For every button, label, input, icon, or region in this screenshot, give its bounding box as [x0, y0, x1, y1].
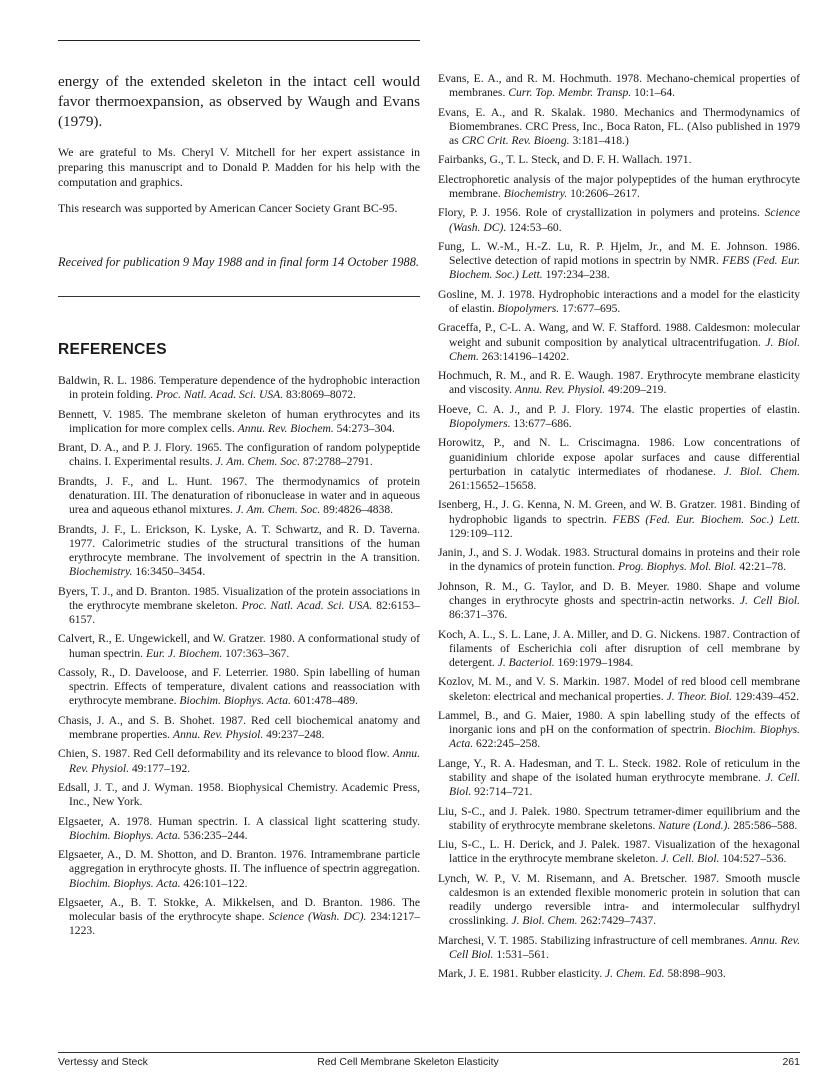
reference-entry	[58, 523, 420, 580]
reference-journal: FEBS (Fed. Eur. Biochem. Soc.) Lett.	[449, 254, 800, 282]
reference-entry	[438, 72, 800, 100]
received-note: Received for publication 9 May 1988 and in final form 14 October 1988.	[58, 255, 419, 269]
reference-journal: J. Cell. Biol.	[449, 770, 800, 799]
reference-entry	[438, 675, 800, 703]
reference-journal: J. Bacteriol.	[497, 655, 555, 669]
reference-entry	[438, 498, 800, 541]
reference-citation: 197:234–238.	[542, 268, 610, 282]
reference-text: Fung, L. W.-M., H.-Z. Lu, R. P. Hjelm, Jr., and M. E. Johnson. 1986. Selective detection of rapid motions in spectrin by NMR.	[438, 239, 800, 268]
reference-entry	[438, 288, 800, 316]
acknowledgment-paragraph: We are grateful to Ms. Cheryl V. Mitchell for her expert assistance in preparing this manuscript and to Donald P. Madden for his help with the computation and graphics.	[58, 145, 420, 189]
reference-entry	[438, 403, 800, 431]
funding-paragraph: This research was supported by American Cancer Society Grant BC-95.	[58, 201, 398, 216]
page-number: 261	[782, 1056, 800, 1068]
reference-entry	[438, 580, 800, 623]
reference-citation: 3:181–418.)	[569, 134, 629, 147]
reference-journal: J. Biol. Chem.	[449, 335, 800, 363]
reference-entry	[438, 153, 800, 167]
reference-citation: 104:527–536.	[719, 852, 787, 866]
reference-entry	[58, 747, 420, 775]
reference-citation: 536:235–244.	[180, 828, 248, 842]
reference-journal: Biopolymers.	[497, 301, 560, 315]
reference-citation: 89:4826–4838.	[320, 503, 394, 517]
reference-text: Lammel, B., and G. Maier, 1980. A spin labelling study of the effects of inorganic ions and pH on the conformation of spectrin.	[438, 708, 800, 737]
reference-entry	[438, 838, 800, 866]
reference-entry	[438, 173, 800, 201]
reference-citation: 10:2606–2617.	[567, 186, 640, 200]
reference-entry	[58, 632, 420, 660]
reference-text: Chien, S. 1987. Red Cell deformability and its relevance to blood flow.	[58, 747, 393, 761]
reference-journal: Biochim. Biophys. Acta.	[69, 828, 181, 842]
reference-entry	[438, 967, 800, 981]
reference-citation: 49:237–248.	[263, 727, 325, 741]
section-divider	[58, 296, 420, 297]
reference-text: Elgsaeter, A., D. M. Shotton, and D. Branton. 1976. Intramembrane particle aggregation in erythrocyte ghosts. II. The influence of spectrin aggregation.	[58, 848, 420, 876]
reference-entry	[438, 805, 800, 833]
reference-journal: Annu. Rev. Physiol.	[69, 747, 420, 775]
reference-text: Brandts, J. F., L. Erickson, K. Lyske, A. T. Schwartz, and R. D. Taverna. 1977. Calorimetric studies of the structural transitions of the human erythrocyte membrane. The involvement of spectrin in the A transition.	[58, 522, 420, 564]
reference-text: Kozlov, M. M., and V. S. Markin. 1987. Model of red blood cell membrane skeleton: electrical and mechanical properties.	[438, 675, 800, 703]
reference-citation: 601:478–489.	[290, 694, 358, 708]
reference-text: Evans, E. A., and R. Skalak. 1980. Mechanics and Thermodynamics of Biomembranes. CRC Press, Inc., Boca Raton, FL. (Also published in 1979 as	[438, 105, 800, 147]
reference-text: Calvert, R., E. Ungewickell, and W. Gratzer. 1980. A conformational study of human spectrin.	[58, 632, 420, 660]
acknowledgments	[58, 145, 420, 228]
reference-citation: 54:273–304.	[333, 421, 395, 435]
footer-rule	[58, 1052, 800, 1053]
reference-journal: J. Am. Chem. Soc.	[215, 455, 300, 469]
top-rule	[58, 40, 420, 41]
reference-journal: Prog. Biophys. Mol. Biol.	[618, 560, 737, 574]
reference-journal: Curr. Top. Membr. Transp.	[508, 86, 632, 100]
reference-text: Brandts, J. F., and L. Hunt. 1967. The thermodynamics of protein denaturation. III. The denaturation of ribonuclease in water and in aqueous urea and aqueous ethanol mixtures.	[58, 474, 420, 517]
reference-entry	[58, 441, 420, 469]
reference-text: Chasis, J. A., and S. B. Shohet. 1987. Red cell biochemical anatomy and membrane properties.	[58, 713, 420, 741]
reference-journal: Nature (Lond.).	[658, 818, 731, 832]
reference-citation: 13:677–686.	[510, 416, 572, 430]
reference-journal: Science (Wash. DC).	[449, 206, 800, 234]
reference-text: Liu, S-C., and J. Palek. 1980. Spectrum tetramer-dimer equilibrium and the stability of erythrocyte membrane skeletons.	[438, 804, 800, 832]
references-heading: REFERENCES	[58, 341, 167, 358]
reference-entry	[58, 408, 420, 436]
reference-text: Elgsaeter, A. 1978. Human spectrin. I. A classical light scattering study.	[58, 814, 420, 828]
reference-entry	[58, 815, 420, 843]
reference-text: Mark, J. E. 1981. Rubber elasticity.	[438, 967, 606, 981]
reference-text: Johnson, R. M., G. Taylor, and D. B. Meyer. 1980. Shape and volume changes in erythrocyte ghosts and spectrin-actin networks.	[438, 579, 800, 607]
reference-text: Hochmuch, R. M., and R. E. Waugh. 1987. Erythrocyte membrane elasticity and viscosity.	[438, 369, 800, 397]
reference-citation: 82:6153–6157.	[69, 598, 421, 626]
reference-text: Elgsaeter, A., B. T. Stokke, A. Mikkelsen, and D. Branton. 1986. The molecular basis of the erythrocyte shape.	[58, 895, 420, 924]
reference-text: Horowitz, P., and N. L. Criscimagna. 1986. Low concentrations of guanidinium chloride expose apolar surfaces and cause differential perturbation in catalytic intermediates of rhodanese.	[438, 436, 800, 478]
reference-citation: 622:245–258.	[473, 737, 541, 751]
reference-text: Brant, D. A., and P. J. Flory. 1965. The configuration of random polypeptide chains. I. Experimental results.	[58, 441, 420, 469]
reference-journal: J. Cell Biol.	[739, 593, 800, 607]
reference-text: Marchesi, V. T. 1985. Stabilizing infrastructure of cell membranes.	[438, 933, 751, 947]
reference-citation: 124:53–60.	[506, 220, 562, 234]
reference-journal: Annu. Rev. Biochem.	[237, 421, 334, 435]
reference-text: Koch, A. L., S. L. Lane, J. A. Miller, and D. G. Nickens. 1987. Contraction of filaments of Escherichia coli after disruption of cell membrane by detergent.	[438, 627, 800, 669]
reference-journal: FEBS (Fed. Eur. Biochem. Soc.) Lett.	[612, 512, 800, 526]
reference-journal: Annu. Rev. Physiol.	[514, 383, 606, 397]
running-author: Vertessy and Steck	[58, 1056, 148, 1068]
reference-citation: 42:21–78.	[736, 560, 787, 574]
references-column-right	[438, 72, 800, 987]
reference-citation: 87:2788–2791.	[299, 455, 373, 469]
reference-journal: Biochemistry.	[69, 565, 133, 579]
reference-entry	[438, 369, 800, 397]
reference-citation: 261:15652–15658.	[449, 478, 537, 492]
reference-text: Gosline, M. J. 1978. Hydrophobic interactions and a model for the elasticity of elastin.	[438, 287, 800, 315]
reference-journal: CRC Crit. Rev. Bioeng.	[461, 134, 570, 147]
reference-citation: 49:209–219.	[605, 383, 667, 397]
reference-citation: 169:1979–1984.	[554, 655, 634, 669]
reference-text: Graceffa, P., C-L. A. Wang, and W. F. Stafford. 1988. Caldesmon: molecular weight and subunit composition by analytical ultracentrifugation.	[438, 321, 800, 349]
reference-entry	[438, 106, 800, 149]
reference-journal: Biochim. Biophys. Acta.	[449, 723, 800, 751]
reference-citation: 262:7429–7437.	[577, 914, 657, 928]
reference-journal: Annu. Rev. Physiol.	[172, 727, 264, 741]
references-column-left	[58, 374, 420, 944]
reference-journal: Biopolymers.	[449, 416, 511, 430]
reference-entry	[438, 321, 800, 364]
reference-journal: Biochemistry.	[503, 186, 568, 200]
reference-citation: 263:14196–14202.	[478, 349, 570, 363]
reference-text: Lynch, W. P., V. M. Risemann, and A. Bretscher. 1987. Smooth muscle caldesmon is an extended flexible monomeric protein in solution that can readily undergo reversible intra- and intermolecular sulfhydryl crosslinking.	[438, 871, 800, 928]
reference-journal: J. Biol. Chem.	[723, 464, 800, 478]
reference-citation: 86:371–376.	[449, 608, 508, 622]
reference-text: Baldwin, R. L. 1986. Temperature dependence of the hydrophobic interaction in protein folding.	[58, 374, 420, 402]
reference-entry	[438, 546, 800, 574]
reference-text: Lange, Y., R. A. Hadesman, and T. L. Steck. 1982. Role of reticulum in the stability and shape of the isolated human erythrocyte membrane.	[438, 756, 800, 784]
lead-paragraph: energy of the extended skeleton in the intact cell would favor thermoexpansion, as observed by Waugh and Evans (1979).	[58, 73, 420, 130]
reference-journal: Annu. Rev. Cell Biol.	[449, 933, 800, 961]
reference-journal: J. Theor. Biol.	[666, 689, 732, 703]
reference-text: Flory, P. J. 1956. Role of crystallization in polymers and proteins.	[438, 206, 765, 220]
reference-citation: 92:714–721.	[471, 785, 533, 799]
reference-entry	[438, 206, 800, 234]
reference-citation: 10:1–64.	[631, 86, 676, 100]
reference-citation: 49:177–192.	[128, 761, 191, 775]
running-title: Red Cell Membrane Skeleton Elasticity	[317, 1056, 499, 1068]
reference-entry	[438, 872, 800, 929]
reference-citation: 107:363–367.	[222, 646, 290, 660]
reference-citation: 83:8069–8072.	[283, 388, 356, 402]
reference-text: Janin, J., and S. J. Wodak. 1983. Structural domains in proteins and their role in the dynamics of protein function.	[438, 546, 800, 574]
reference-entry	[438, 709, 800, 752]
reference-citation: 1:531–561.	[493, 947, 549, 961]
reference-entry	[58, 896, 420, 939]
reference-citation: 16:3450–3454.	[132, 565, 206, 579]
reference-citation: 129:109–112.	[449, 526, 513, 540]
reference-citation: 234:1217–1223.	[69, 910, 420, 938]
reference-entry	[438, 628, 800, 671]
reference-entry	[438, 934, 800, 962]
reference-citation: 17:677–695.	[559, 301, 621, 315]
reference-text: Isenberg, H., J. G. Kenna, N. M. Green, and W. B. Gratzer. 1981. Binding of hydrophobic ligands to spectrin.	[438, 498, 800, 526]
reference-journal: J. Chem. Ed.	[605, 967, 665, 981]
reference-entry	[438, 240, 800, 283]
reference-text: Hoeve, C. A. J., and P. J. Flory. 1974. The elastic properties of elastin.	[438, 402, 800, 416]
reference-text: Byers, T. J., and D. Branton. 1985. Visualization of the protein associations in the erythrocyte membrane skeleton.	[58, 584, 420, 612]
reference-journal: Proc. Natl. Acad. Sci. USA.	[155, 388, 284, 402]
reference-citation: 285:586–588.	[730, 818, 798, 832]
reference-journal: J. Biol. Chem.	[511, 914, 578, 928]
reference-entry	[58, 374, 420, 402]
reference-text: Liu, S-C., L. H. Derick, and J. Palek. 1987. Visualization of the hexagonal lattice in the erythrocyte membrane skeleton.	[438, 838, 800, 866]
reference-journal: Eur. J. Biochem.	[145, 646, 223, 660]
reference-text: Evans, E. A., and R. M. Hochmuth. 1978. Mechano-chemical properties of membranes.	[438, 72, 800, 100]
reference-journal: Science (Wash. DC).	[268, 910, 367, 924]
reference-citation: 58:898–903.	[664, 967, 726, 981]
reference-journal: Biochim. Biophys. Acta.	[69, 876, 181, 890]
reference-entry	[58, 781, 420, 809]
reference-journal: Biochim. Biophys. Acta.	[179, 694, 291, 708]
reference-entry	[58, 585, 420, 628]
reference-citation: 426:101–122.	[180, 876, 248, 890]
reference-text: Fairbanks, G., T. L. Steck, and D. F. H. Wallach. 1971.	[438, 153, 692, 167]
reference-entry	[58, 475, 420, 518]
reference-journal: J. Cell. Biol.	[661, 852, 720, 866]
reference-entry	[438, 757, 800, 800]
reference-citation: 129:439–452.	[731, 689, 799, 703]
reference-text: Cassoly, R., D. Daveloose, and F. Leterrier. 1980. Spin labelling of human spectrin. Effects of temperature, divalent cations and reassociation with erythrocyte membrane.	[58, 665, 420, 708]
reference-journal: Proc. Natl. Acad. Sci. USA.	[241, 598, 373, 612]
reference-entry	[58, 666, 420, 709]
reference-text: Edsall, J. T., and J. Wyman. 1958. Biophysical Chemistry. Academic Press, Inc., New York.	[58, 780, 420, 809]
reference-entry	[438, 436, 800, 493]
reference-text: Bennett, V. 1985. The membrane skeleton of human erythrocytes and its implication for more complex cells.	[58, 407, 420, 435]
reference-entry	[58, 714, 420, 742]
reference-entry	[58, 848, 420, 891]
reference-journal: J. Am. Chem. Soc.	[235, 503, 321, 517]
reference-text: Electrophoretic analysis of the major polypeptides of the human erythrocyte membrane.	[438, 172, 800, 200]
